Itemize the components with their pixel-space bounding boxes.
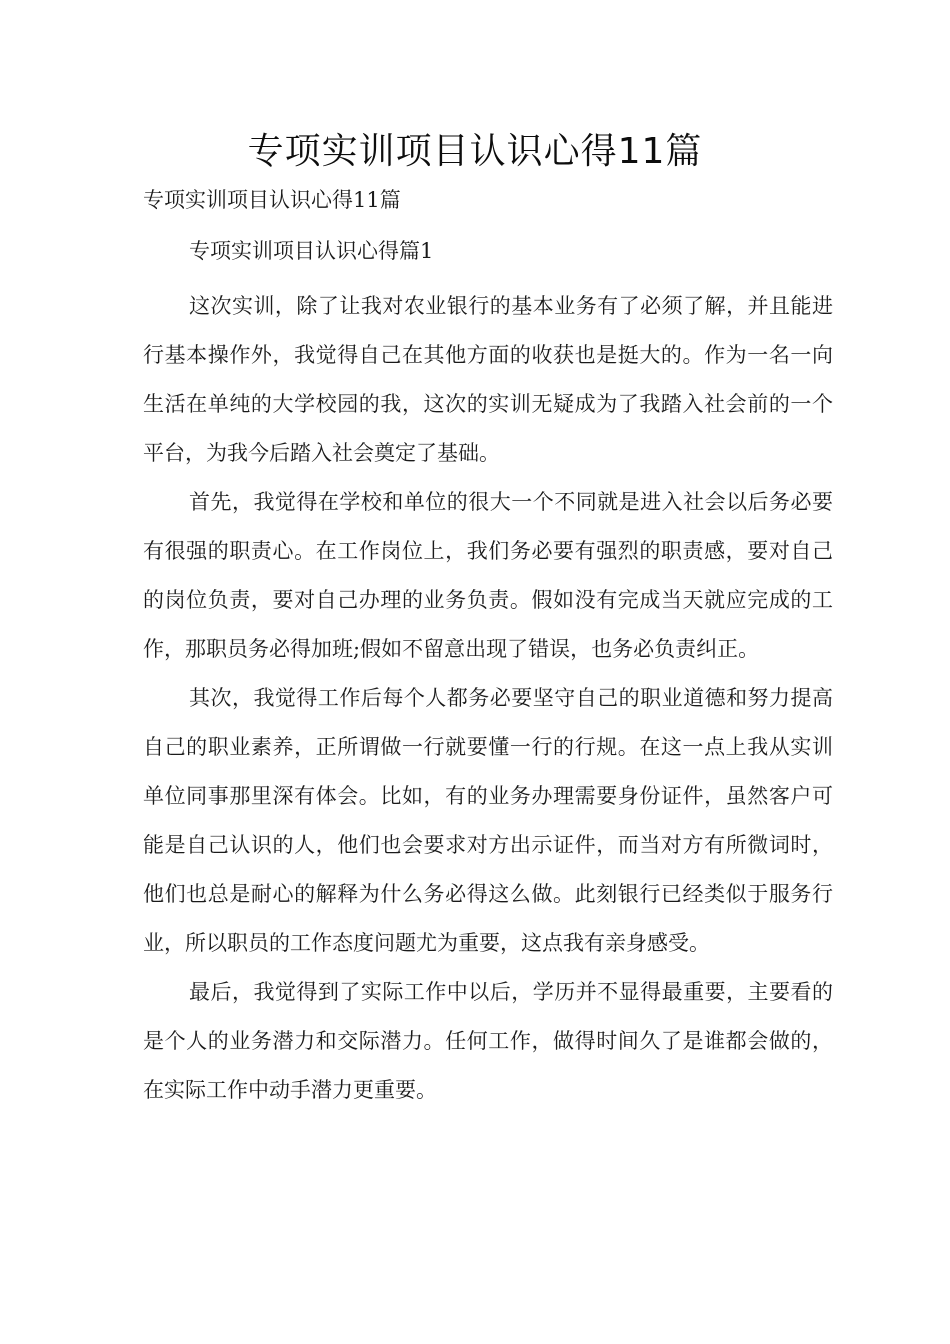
paragraph-3: 其次，我觉得工作后每个人都务必要坚守自己的职业道德和努力提高自己的职业素养，正所谓做一行就要懂一行的行规。在这一点上我从实训单位同事那里深有体会。比如，有的业务办理需要身份证件，虽然客户可能是自己认识的人，他们也会要求对方出示证件，而当对方有所微词时，他们也总是耐心的解释为什么务必得这么做。此刻银行已经类似于服务行业，所以职员的工作态度问题尤为重要，这点我有亲身感受。 xyxy=(143,686,833,955)
paragraph-2: 首先，我觉得在学校和单位的很大一个不同就是进入社会以后务必要有很强的职责心。在工作岗位上，我们务必要有强烈的职责感，要对自己的岗位负责，要对自己办理的业务负责。假如没有完成当天就应完成的工作，那职员务必得加班;假如不留意出现了错误，也务必负责纠正。 xyxy=(143,490,833,661)
paragraph-4: 最后，我觉得到了实际工作中以后，学历并不显得最重要，主要看的是个人的业务潜力和交际潜力。任何工作，做得时间久了是谁都会做的，在实际工作中动手潜力更重要。 xyxy=(143,980,833,1102)
document-title: 专项实训项目认识心得11篇 xyxy=(247,131,703,172)
document-subtitle: 专项实训项目认识心得11篇 xyxy=(143,188,401,212)
paragraph-1: 这次实训，除了让我对农业银行的基本业务有了必须了解，并且能进行基本操作外，我觉得自己在其他方面的收获也是挺大的。作为一名一向生活在单纯的大学校园的我，这次的实训无疑成为了我踏入社会前的一个平台，为我今后踏入社会奠定了基础。 xyxy=(143,294,833,465)
document-body xyxy=(143,282,833,1115)
section-heading: 专项实训项目认识心得篇1 xyxy=(189,239,434,263)
